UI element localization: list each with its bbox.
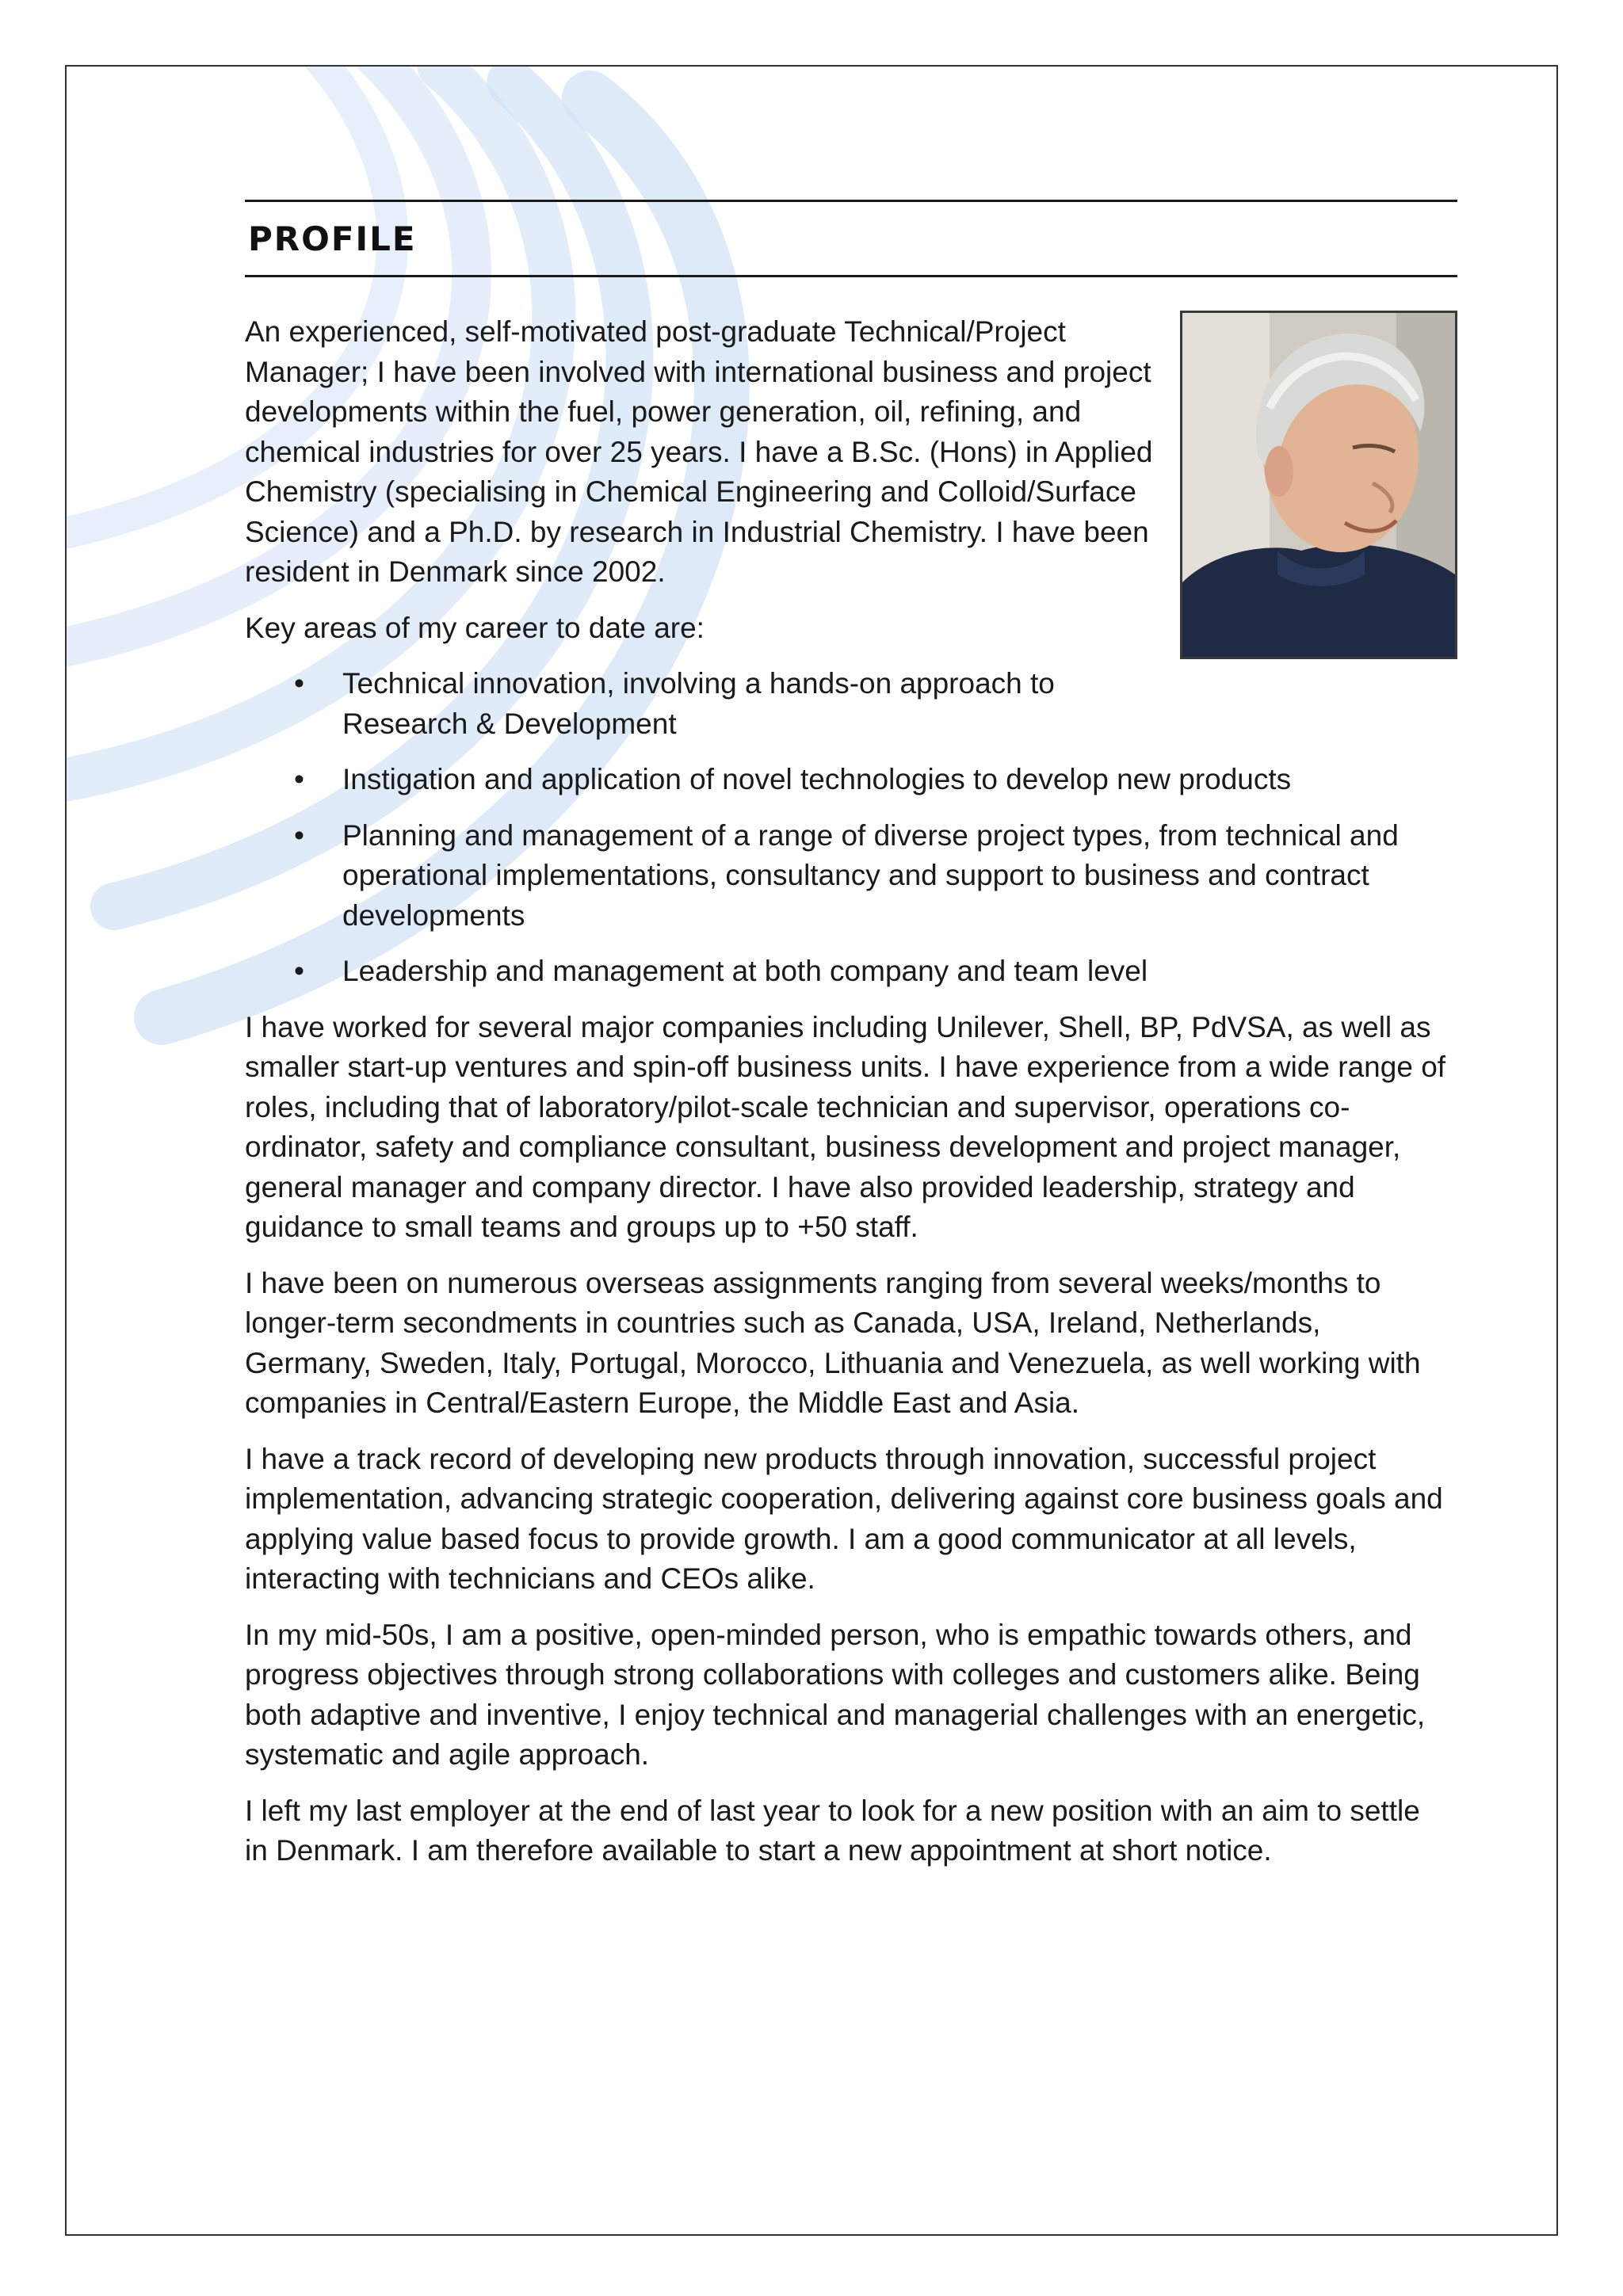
- key-areas-intro: Key areas of my career to date are:: [245, 611, 705, 644]
- portrait-photo: [1180, 311, 1457, 659]
- page-frame: [65, 65, 1558, 2236]
- section-heading-box: [245, 200, 1457, 277]
- personal-paragraph: In my mid-50s, I am a positive, open-minded person, who is empathic towards others, and progress objectives through strong collaborations with colleges and customers alike. Being both adaptive and inventive, I enjoy technical and managerial challenges with an energetic, systematic and agile approach.: [245, 1618, 1426, 1771]
- list-item: [245, 816, 1457, 936]
- list-item-text: Instigation and application of novel technologies to develop new products: [342, 763, 1292, 795]
- experience-paragraph: I have worked for several major companies including Unilever, Shell, BP, PdVSA, as well as smaller start-up ventures and spin-off business units. I have experience from a wide range of roles, including that of laboratory/pilot-scale technician and supervisor, operations co-ordinator, safety and compliance consultant, business development and project manager, general manager and company director. I have also provided leadership, strategy and guidance to small teams and groups up to +50 staff.: [245, 1010, 1446, 1243]
- bullet-icon: •: [294, 818, 304, 852]
- track-record-paragraph: I have a track record of developing new products through innovation, successful project implementation, advancing strategic cooperation, delivering against core business goals and applying value based focus to provide growth. I am a good communicator at all levels, interacting with technicians and CEOs alike.: [245, 1442, 1443, 1595]
- section-heading: PROFILE: [248, 219, 417, 258]
- list-item-text: Technical innovation, involving a hands-on approach to Research & Development: [342, 667, 1055, 740]
- portrait-drawing: [1182, 313, 1455, 657]
- bullet-icon: •: [294, 667, 304, 700]
- list-item-text: Planning and management of a range of diverse project types, from technical and operational implementations, consultancy and support to business and contract developments: [342, 818, 1399, 932]
- assignments-paragraph: I have been on numerous overseas assignments ranging from several weeks/months to longer-term secondments in countries such as Canada, USA, Ireland, Netherlands, Germany, Sweden, Italy, Portugal, Morocco, Lithuania and Venezuela, as well working with companies in Central/Eastern Europe, the Middle East and Asia.: [245, 1266, 1421, 1419]
- availability-paragraph: I left my last employer at the end of last year to look for a new position with an aim to settle in Denmark. I am therefore available to start a new appointment at short notice.: [245, 1794, 1420, 1867]
- list-item: [245, 664, 1457, 744]
- profile-body: [245, 312, 1457, 1871]
- key-areas-list: [245, 664, 1457, 992]
- list-item: [245, 952, 1457, 992]
- intro-paragraph: An experienced, self-motivated post-graduate Technical/Project Manager; I have been involved with international business and project developments within the fuel, power generation, oil, refining, and chemical industries for over 25 years. I have a B.Sc. (Hons) in Applied Chemistry (specialising in Chemical Engineering and Colloid/Surface Science) and a Ph.D. by research in Industrial Chemistry. I have been resident in Denmark since 2002.: [245, 315, 1153, 588]
- profile-content: [245, 200, 1457, 1887]
- bullet-icon: •: [294, 763, 304, 795]
- list-item: [245, 760, 1457, 800]
- list-item-text: Leadership and management at both company and team level: [342, 955, 1148, 987]
- bullet-icon: •: [294, 955, 304, 987]
